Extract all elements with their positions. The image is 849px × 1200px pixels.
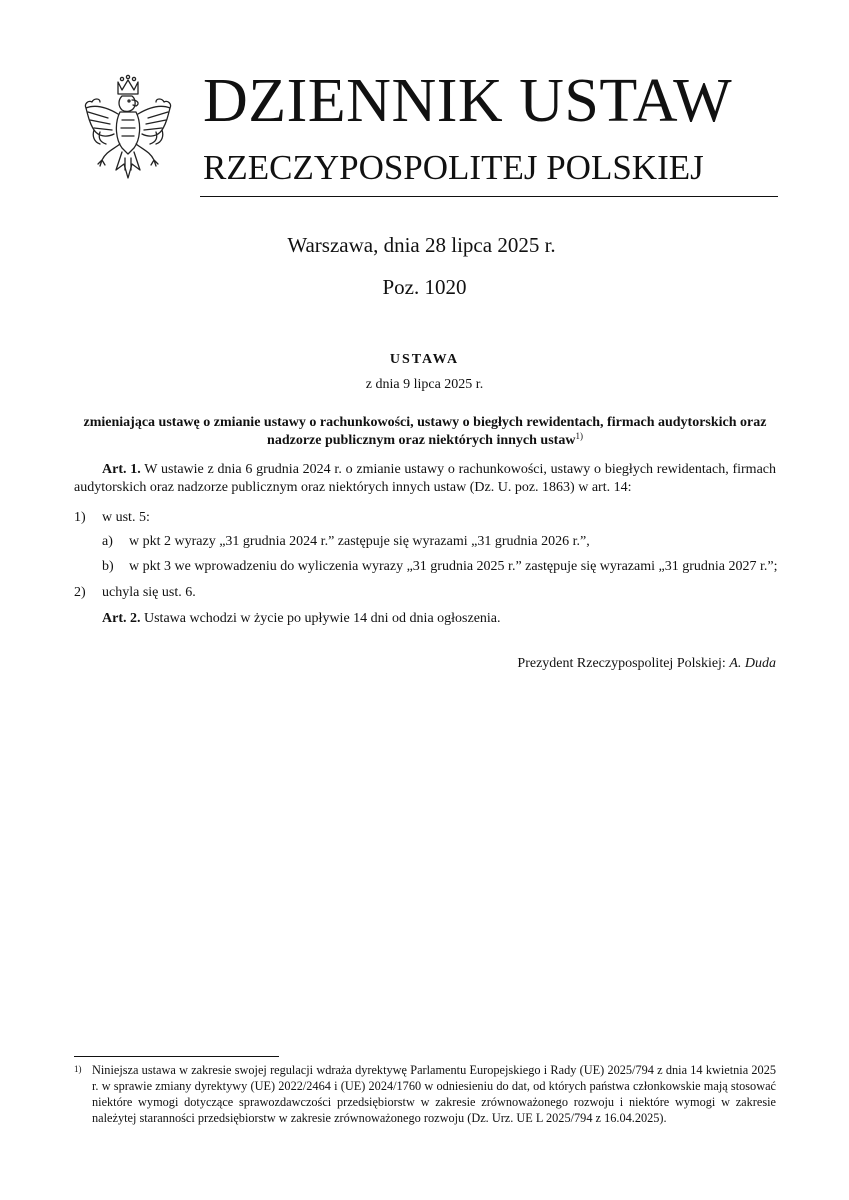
eagle-emblem-icon xyxy=(78,74,178,194)
signature xyxy=(517,656,776,672)
list-item-text: w pkt 3 we wprowadzeniu do wyliczenia wyrazy „31 grudnia 2025 r.” zastępuje się wyrazami „31 grudnia 2027 r.”; xyxy=(129,559,778,574)
masthead-subtitle: RZECZYPOSPOLITEJ POLSKIEJ xyxy=(203,148,704,187)
list-item-letter: a) xyxy=(102,534,113,549)
list-item xyxy=(102,533,590,551)
list-item-text: w pkt 2 wyrazy „31 grudnia 2024 r.” zastępuje się wyrazami „31 grudnia 2026 r.”, xyxy=(129,534,590,549)
issue-date xyxy=(0,232,849,258)
issue-position: Poz. 1020 xyxy=(382,275,467,299)
act-title xyxy=(74,414,776,450)
list-item-number: 1) xyxy=(74,510,86,525)
list-item xyxy=(74,584,196,602)
header-divider xyxy=(200,196,778,197)
signature-role: Prezydent Rzeczypospolitej Polskiej: xyxy=(517,656,730,671)
article-2-label: Art. 2. xyxy=(102,611,141,626)
masthead-title: DZIENNIK USTAW xyxy=(203,67,733,135)
list-item-text: uchyla się ust. 6. xyxy=(102,585,196,600)
list-item-text: w ust. 5: xyxy=(102,510,150,525)
footnote-marker: 1) xyxy=(74,1064,82,1074)
article-1-label: Art. 1. xyxy=(102,462,141,477)
issue-date-text: Warszawa, dnia 28 lipca 2025 r. xyxy=(287,233,556,257)
signature-name: A. Duda xyxy=(729,656,776,671)
footnote-ref[interactable]: 1) xyxy=(575,431,583,441)
footnote-text: Niniejsza ustawa w zakresie swojej regulacji wdraża dyrektywę Parlamentu Europejskiego i Rady (UE) 2025/794 z dnia 14 kwietnia 2025 r. w sprawie zmiany dyrektywy (UE) 2022/2464 i (UE) 2024/1760 w odniesieniu do dat, od których państwa członkowskie mają stosować niektóre wymogi dotyczące sprawozdawczości przedsiębiorstw w zakresie zrównoważonego rozwoju i niektóre wymogi w zakresie należytej staranności przedsiębiorstw w zakresie zrównoważonego rozwoju (Dz. Urz. UE L 2025/794 z 16.04.2025). xyxy=(92,1063,776,1125)
list-item-letter: b) xyxy=(102,559,114,574)
list-item-number: 2) xyxy=(74,585,86,600)
list-item xyxy=(74,509,150,527)
act-title-text: zmieniająca ustawę o zmianie ustawy o rachunkowości, ustawy o biegłych rewidentach, firmach audytorskich oraz nadzorze publicznym oraz niektórych innych ustaw xyxy=(83,415,767,448)
footnote-divider xyxy=(74,1056,279,1057)
article-1 xyxy=(74,461,776,497)
article-1-text: W ustawie z dnia 6 grudnia 2024 r. o zmianie ustawy o rachunkowości, ustawy o biegłych rewidentach, firmach audytorskich oraz nadzorze publicznym oraz niektórych innych ustaw (Dz. U. poz. 1863) w art. 14: xyxy=(74,462,776,495)
article-2-text: Ustawa wchodzi w życie po upływie 14 dni od dnia ogłoszenia. xyxy=(140,611,501,626)
list-item xyxy=(102,558,777,576)
article-2 xyxy=(102,610,776,628)
act-type: USTAWA xyxy=(389,352,460,367)
act-date: z dnia 9 lipca 2025 r. xyxy=(365,377,484,392)
